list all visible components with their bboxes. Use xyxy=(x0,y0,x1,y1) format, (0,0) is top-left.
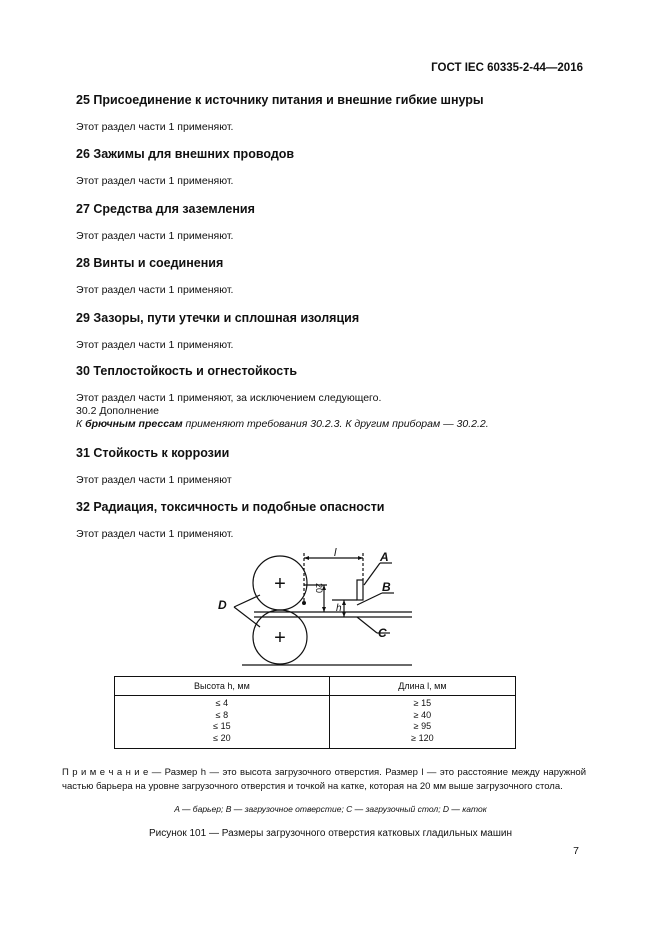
section-title: 27 Средства для заземления xyxy=(76,202,255,216)
section-29 xyxy=(76,311,596,352)
label-b: B xyxy=(382,580,391,594)
section-title: 32 Радиация, токсичность и подобные опасности xyxy=(76,500,385,514)
figure-note xyxy=(62,766,586,794)
barrier xyxy=(357,580,363,600)
standard-code: ГОСТ IEC 60335-2-44—2016 xyxy=(431,62,583,74)
ironer-diagram xyxy=(212,545,416,669)
plus-upper: + xyxy=(274,573,286,595)
section-title: 26 Зажимы для внешних проводов xyxy=(76,147,295,161)
section-text: Этот раздел части 1 применяют. xyxy=(76,528,234,540)
section-text: Этот раздел части 1 применяют, за исключением следующего. xyxy=(76,392,382,404)
leader-a xyxy=(364,563,380,585)
table-header-length: Длина l, мм xyxy=(329,677,515,696)
dimensions-table xyxy=(114,676,516,749)
section-30 xyxy=(76,364,596,431)
section-25 xyxy=(76,93,596,134)
section-title: 31 Стойкость к коррозии xyxy=(76,446,230,460)
label-a: A xyxy=(380,550,389,564)
note-label: П р и м е ч а н и е xyxy=(62,767,149,778)
section-text: Этот раздел части 1 применяют. xyxy=(76,284,234,296)
section-text: Этот раздел части 1 применяют. xyxy=(76,230,234,242)
length-values: ≥ 15 ≥ 40 ≥ 95 ≥ 120 xyxy=(329,696,515,749)
section-text-italic: К брючным прессам применяют требования 30.2.3. К другим приборам — 30.2.2. xyxy=(76,418,489,430)
section-title: 28 Винты и соединения xyxy=(76,256,224,270)
section-title: 29 Зазоры, пути утечки и сплошная изоляция xyxy=(76,311,360,325)
label-20: 20 xyxy=(314,583,324,594)
section-28 xyxy=(76,256,596,297)
height-values: ≤ 4 ≤ 8 ≤ 15 ≤ 20 xyxy=(115,696,330,749)
section-32 xyxy=(76,500,596,541)
section-title: 30 Теплостойкость и огнестойкость xyxy=(76,364,298,378)
label-h: h xyxy=(336,603,342,614)
section-26 xyxy=(76,147,596,188)
section-text: Этот раздел части 1 применяют. xyxy=(76,339,234,351)
plus-lower: + xyxy=(274,627,286,649)
label-l: l xyxy=(334,547,337,559)
section-text: Этот раздел части 1 применяют xyxy=(76,474,232,486)
page-number: 7 xyxy=(573,845,579,857)
leader-c xyxy=(357,617,377,633)
subsection-heading: 30.2 Дополнение xyxy=(76,405,159,417)
figure-caption: Рисунок 101 — Размеры загрузочного отверстия катковых гладильных машин xyxy=(149,828,512,839)
figure-legend: A — барьер; B — загрузочное отверстие; C — загрузочный стол; D — каток xyxy=(174,804,487,814)
label-d: D xyxy=(218,598,227,612)
section-text: Этот раздел части 1 применяют. xyxy=(76,121,234,133)
label-c: C xyxy=(378,626,387,640)
section-text: Этот раздел части 1 применяют. xyxy=(76,175,234,187)
leader-d-1 xyxy=(234,595,260,607)
leader-b xyxy=(357,593,382,605)
table-row xyxy=(115,696,516,749)
section-title: 25 Присоединение к источнику питания и внешние гибкие шнуры xyxy=(76,93,484,107)
section-31 xyxy=(76,446,596,487)
section-27 xyxy=(76,202,596,243)
note-text: — Размер h — это высота загрузочного отверстия. Размер l — это расстояние между наружной частью барьера на уровне загрузочного отверстия и точкой на катке, которая на 20 мм выше загрузочного стола. xyxy=(62,767,586,792)
table-header-height: Высота h, мм xyxy=(115,677,330,696)
